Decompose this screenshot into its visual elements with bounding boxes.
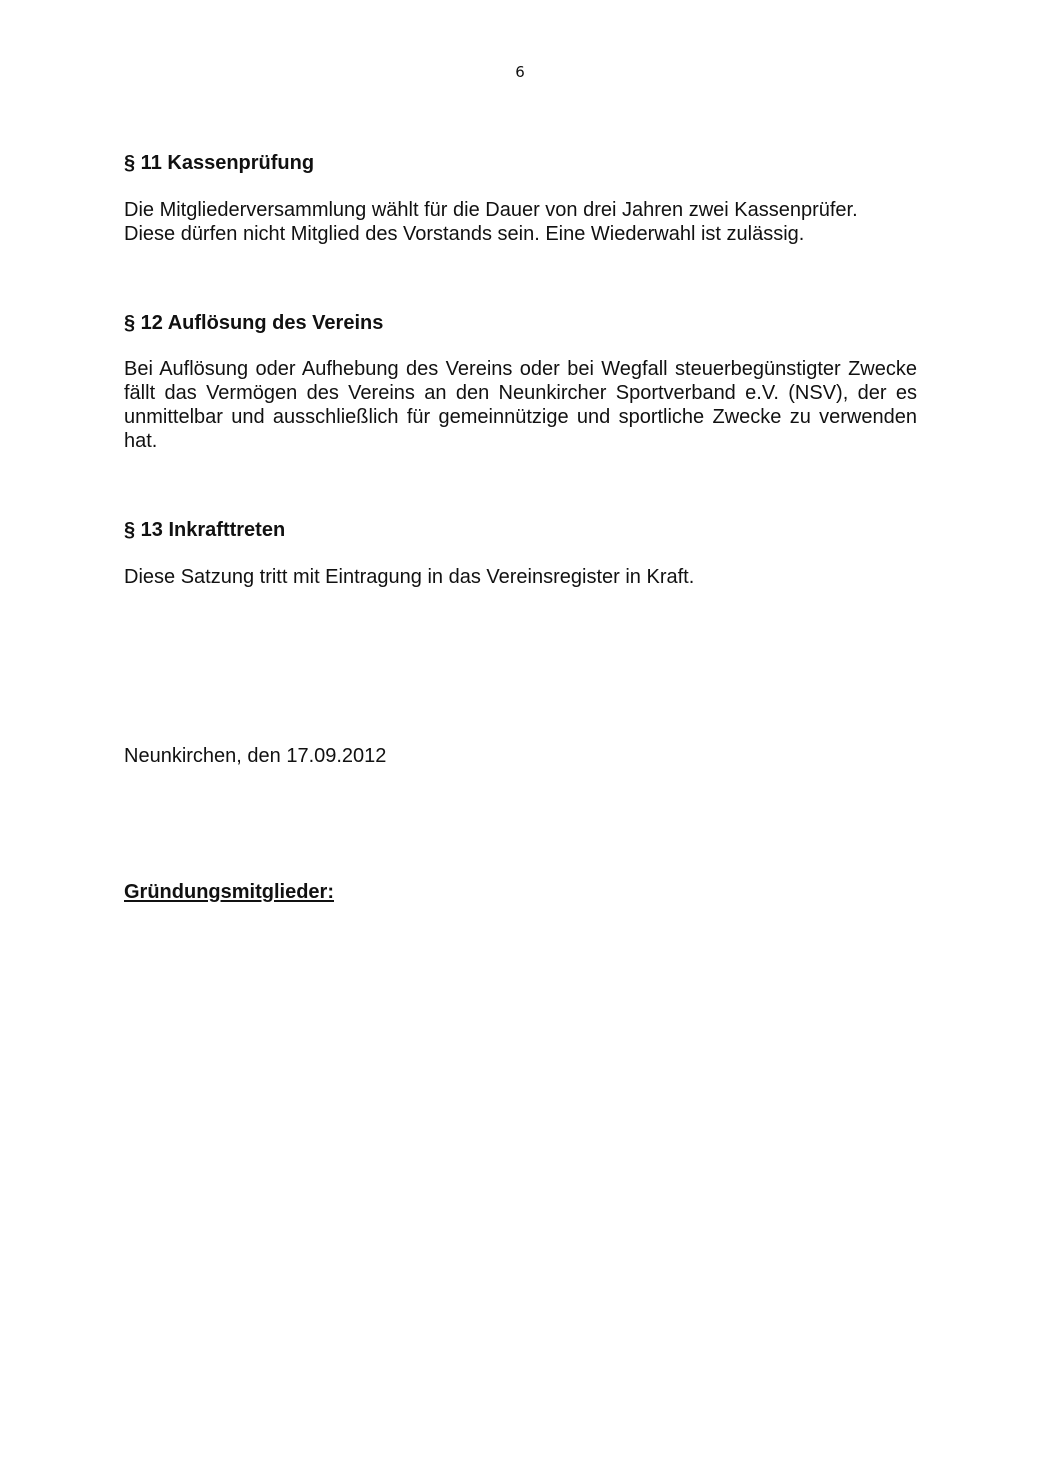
section-11-line-2: Diese dürfen nicht Mitglied des Vorstands sein. Eine Wiederwahl ist zulässig. [124, 223, 805, 245]
section-12-line-3: (NSV), der es unmittelbar und ausschließlich für gemeinnützige und sportliche [124, 382, 917, 428]
section-13-heading: § 13 Inkrafttreten [124, 519, 286, 541]
section-12-line-2: Zwecke fällt das Vermögen des Vereins an den Neunkircher Sportverband e.V. [124, 358, 917, 404]
section-11-body [124, 198, 917, 246]
place-date: Neunkirchen, den 17.09.2012 [124, 745, 387, 767]
section-13-line-1: Diese Satzung tritt mit Eintragung in das Vereinsregister in Kraft. [124, 566, 695, 588]
section-11-heading: § 11 Kassenprüfung [124, 152, 315, 174]
founders-heading: Gründungsmitglieder: [124, 881, 334, 903]
section-13-body [124, 565, 917, 589]
section-12-line-1: Bei Auflösung oder Aufhebung des Vereins oder bei Wegfall steuerbegünstigter [124, 358, 841, 380]
page-number: 6 [515, 63, 525, 81]
section-12-line-4: Zwecke zu verwenden hat. [124, 406, 917, 452]
section-12-body [124, 357, 917, 453]
section-11-line-1: Die Mitgliederversammlung wählt für die Dauer von drei Jahren zwei Kassenprüfer. [124, 199, 858, 221]
section-12-heading: § 12 Auflösung des Vereins [124, 312, 384, 334]
